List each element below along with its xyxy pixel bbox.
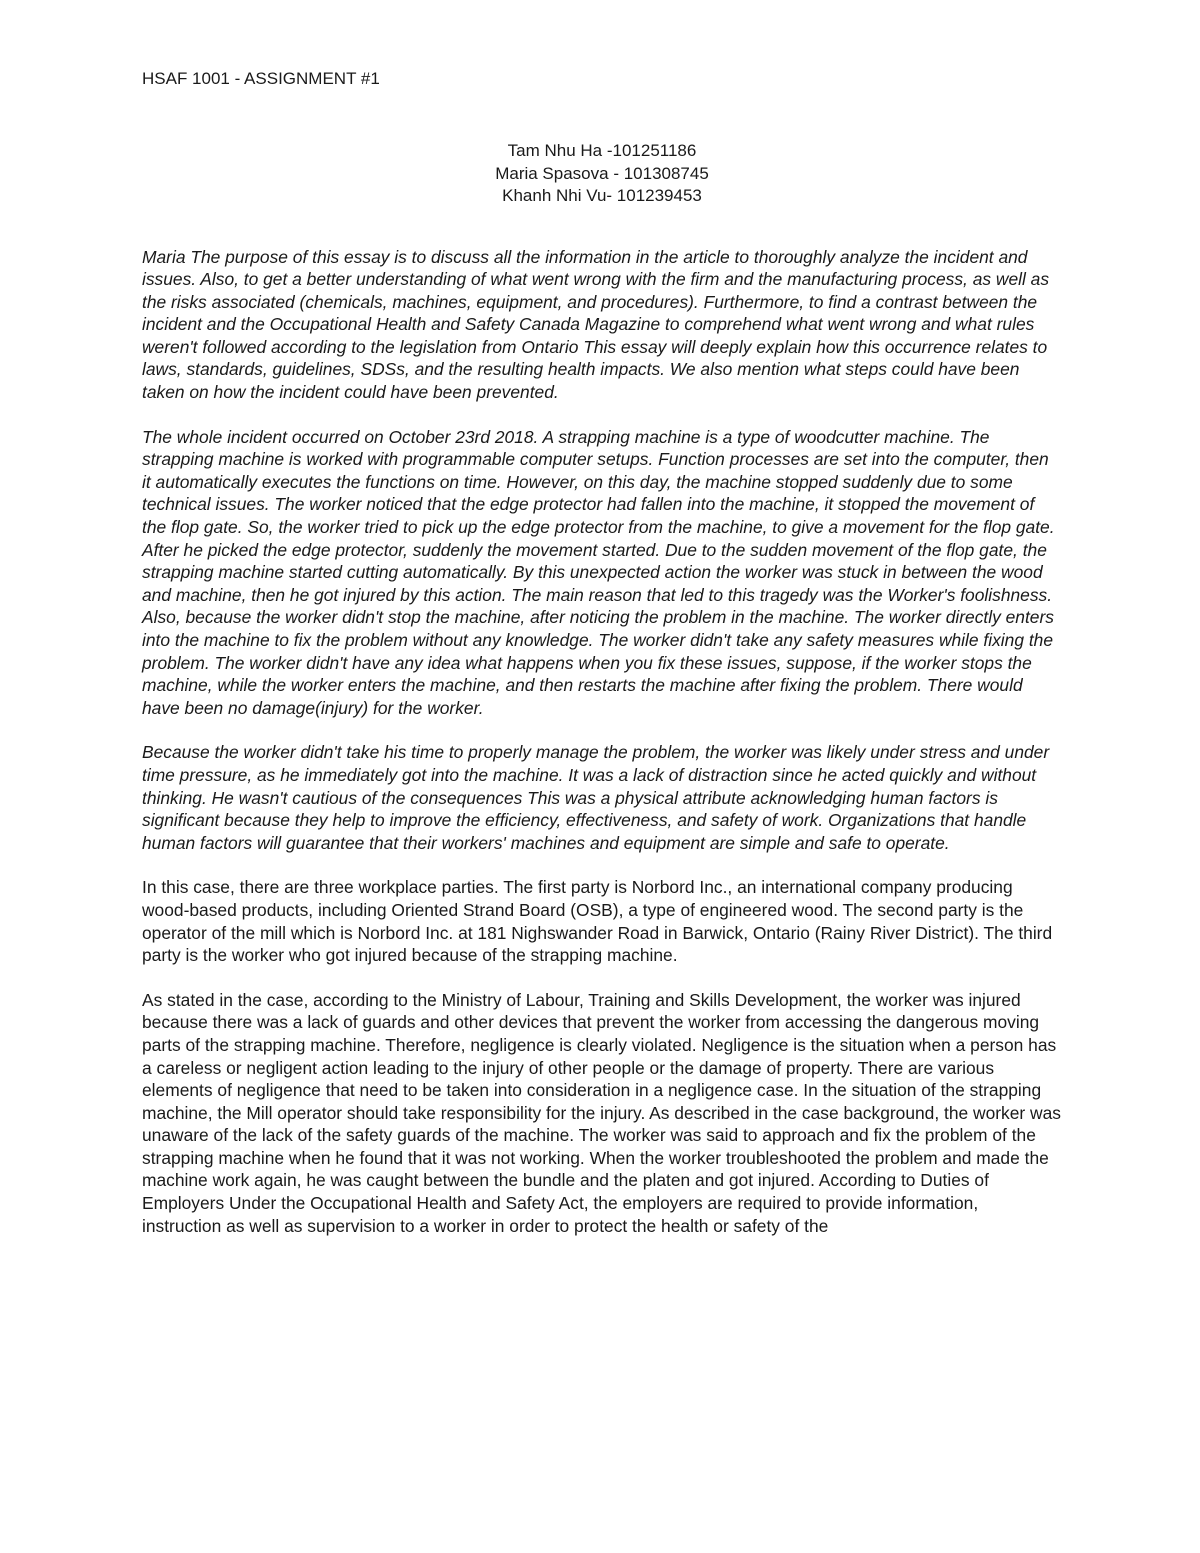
paragraph-purpose: Maria The purpose of this essay is to discuss all the information in the article to thoroughly analyze the incident and issues. Also, to get a better understanding of what went wrong with the firm and the manufacturing process, as well as the risks associated (chemicals, machines, equipment, and procedures). Furthermore, to find a contrast between the incident and the Occupational Health and Safety Canada Magazine to comprehend what went wrong and what rules weren't followed according to the legislation from Ontario This essay will deeply explain how this occurrence relates to laws, standards, guidelines, SDSs, and the resulting health impacts. We also mention what steps could have been taken on how the incident could have been prevented.	[142, 246, 1050, 403]
author-list	[142, 140, 1062, 208]
document-page	[142, 68, 1062, 1259]
paragraph-incident: The whole incident occurred on October 23rd 2018. A strapping machine is a type of woodcutter machine. The strapping machine is worked with programmable computer setups. Function processes are set into the computer, then it automatically executes the functions on time. However, on this day, the machine stopped suddenly due to some technical issues. The worker noticed that the edge protector had fallen into the machine, it stopped the movement of the flop gate. So, the worker tried to pick up the edge protector from the machine, to give a movement for the flop gate. After he picked the edge protector, suddenly the movement started. Due to the sudden movement of the flop gate, the strapping machine started cutting automatically. By this unexpected action the worker was stuck in between the wood and machine, then he got injured by this action. The main reason that led to this tragedy was the Worker's foolishness. Also, because the worker didn't stop the machine, after noticing the problem in the machine. The worker directly enters into the machine to fix the problem without any knowledge. The worker didn't take any safety measures while fixing the problem. The worker didn't have any idea what happens when you fix these issues, suppose, if the worker stops the machine, while the worker enters the machine, and then restarts the machine after fixing the problem. There would have been no damage(injury) for the worker.	[142, 426, 1055, 718]
paragraph-human-factors: Because the worker didn't take his time to properly manage the problem, the worker was likely under stress and under time pressure, as he immediately got into the machine. It was a lack of distraction since he acted quickly and without thinking. He wasn't cautious of the consequences This was a physical attribute acknowledging human factors is significant because they help to improve the efficiency, effectiveness, and safety of work. Organizations that handle human factors will guarantee that their workers' machines and equipment are simple and safe to operate.	[142, 742, 1050, 853]
paragraph-negligence: As stated in the case, according to the Ministry of Labour, Training and Skills Development, the worker was injured because there was a lack of guards and other devices that prevent the worker from accessing the dangerous moving parts of the strapping machine. Therefore, negligence is clearly violated. Negligence is the situation when a person has a careless or negligent action leading to the injury of other people or the damage of property. There are various elements of negligence that need to be taken into consideration in a negligence case. In the situation of the strapping machine, the Mill operator should take responsibility for the injury. As described in the case background, the worker was unaware of the lack of the safety guards of the machine. The worker was said to approach and fix the problem of the strapping machine when he found that it was not working. When the worker troubleshooted the problem and made the machine work again, he was caught between the bundle and the platen and got injured. According to Duties of Employers Under the Occupational Health and Safety Act, the employers are required to provide information, instruction as well as supervision to a worker in order to protect the health or safety of the	[142, 989, 1061, 1236]
author-line: Tam Nhu Ha -101251186	[507, 141, 697, 160]
author-line: Khanh Nhi Vu- 101239453	[502, 186, 702, 205]
author-line: Maria Spasova - 101308745	[495, 163, 709, 183]
document-header: HSAF 1001 - ASSIGNMENT #1	[142, 69, 380, 88]
paragraph-workplace-parties: In this case, there are three workplace parties. The first party is Norbord Inc., an international company producing wood-based products, including Oriented Strand Board (OSB), a type of engineered wood. The second party is the operator of the mill which is Norbord Inc. at 181 Nighswander Road in Barwick, Ontario (Rainy River District). The third party is the worker who got injured because of the strapping machine.	[142, 877, 1053, 966]
